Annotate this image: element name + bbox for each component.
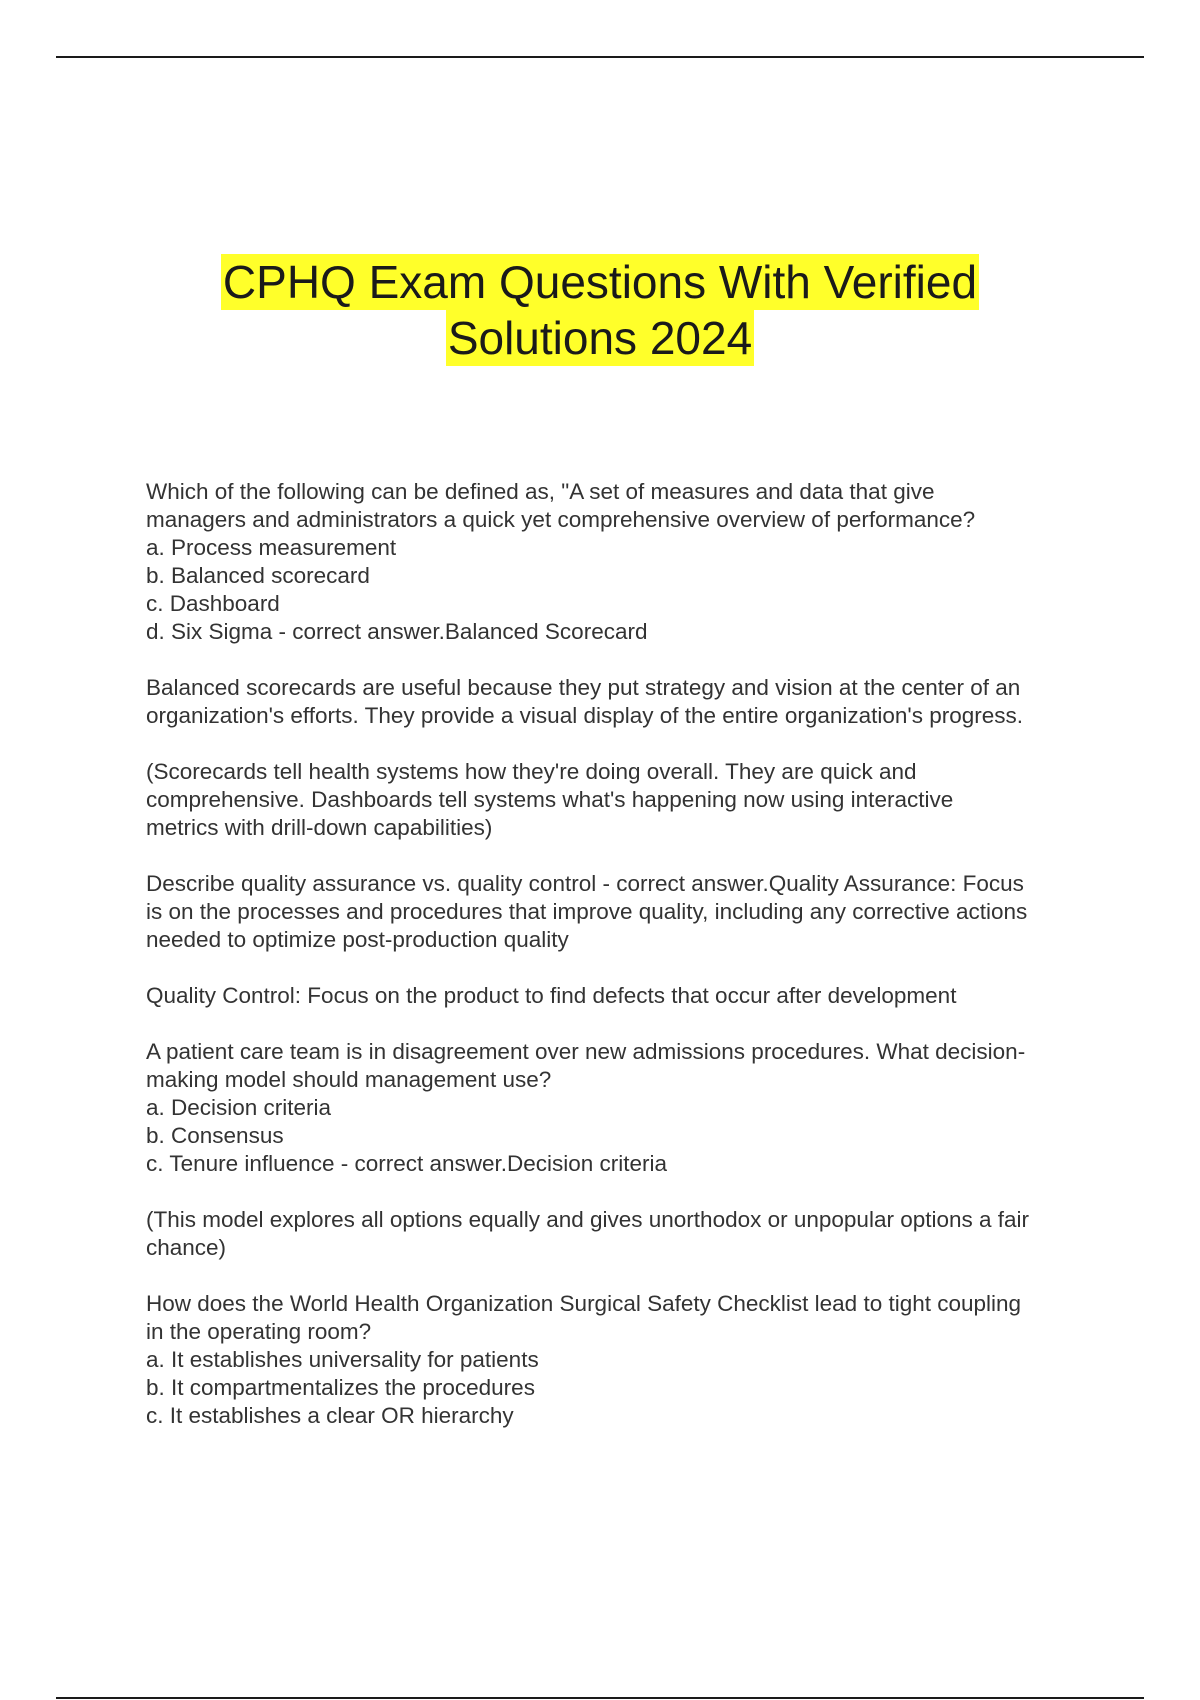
top-rule xyxy=(56,56,1144,58)
text-line: A patient care team is in disagreement over new admissions procedures. What decision- xyxy=(146,1039,1026,1064)
paragraph xyxy=(146,1038,1096,1178)
paragraph xyxy=(146,1290,1096,1430)
text-line: How does the World Health Organization Surgical Safety Checklist lead to tight coupling xyxy=(146,1291,1022,1316)
text-line: (Scorecards tell health systems how they're doing overall. They are quick and xyxy=(146,759,917,784)
document-body xyxy=(146,478,1096,1458)
title-line-2: Solutions 2024 xyxy=(447,312,753,364)
text-line: a. It establishes universality for patients xyxy=(146,1347,539,1372)
text-line: chance) xyxy=(146,1235,227,1260)
bottom-rule xyxy=(56,1697,1144,1699)
text-line: is on the processes and procedures that improve quality, including any corrective actions xyxy=(146,899,1028,924)
paragraph xyxy=(146,758,1096,842)
text-line: b. Consensus xyxy=(146,1123,284,1148)
text-line: metrics with drill-down capabilities) xyxy=(146,815,493,840)
text-line: Describe quality assurance vs. quality control - correct answer.Quality Assurance: Focus xyxy=(146,871,1024,896)
text-line: d. Six Sigma - correct answer.Balanced Scorecard xyxy=(146,619,648,644)
paragraph xyxy=(146,870,1096,954)
paragraph xyxy=(146,1206,1096,1262)
text-line: c. Dashboard xyxy=(146,591,280,616)
paragraph xyxy=(146,982,1096,1010)
text-line: Balanced scorecards are useful because they put strategy and vision at the center of an xyxy=(146,675,1021,700)
text-line: in the operating room? xyxy=(146,1319,372,1344)
text-line: a. Decision criteria xyxy=(146,1095,332,1120)
text-line: managers and administrators a quick yet comprehensive overview of performance? xyxy=(146,507,976,532)
text-line: Quality Control: Focus on the product to find defects that occur after development xyxy=(146,983,957,1008)
text-line: c. It establishes a clear OR hierarchy xyxy=(146,1403,514,1428)
text-line: c. Tenure influence - correct answer.Decision criteria xyxy=(146,1151,668,1176)
text-line: needed to optimize post-production quality xyxy=(146,927,569,952)
text-line: comprehensive. Dashboards tell systems what's happening now using interactive xyxy=(146,787,954,812)
text-line: b. It compartmentalizes the procedures xyxy=(146,1375,535,1400)
text-line: organization's efforts. They provide a visual display of the entire organization's progress. xyxy=(146,703,1023,728)
text-line: Which of the following can be defined as, "A set of measures and data that give xyxy=(146,479,935,504)
text-line: (This model explores all options equally and gives unorthodox or unpopular options a fair xyxy=(146,1207,1030,1232)
text-line: making model should management use? xyxy=(146,1067,552,1092)
paragraph xyxy=(146,674,1096,730)
text-line: b. Balanced scorecard xyxy=(146,563,370,588)
text-line: a. Process measurement xyxy=(146,535,397,560)
paragraph xyxy=(146,478,1096,646)
title-line-1: CPHQ Exam Questions With Verified xyxy=(222,256,978,308)
document-title xyxy=(0,254,1200,366)
